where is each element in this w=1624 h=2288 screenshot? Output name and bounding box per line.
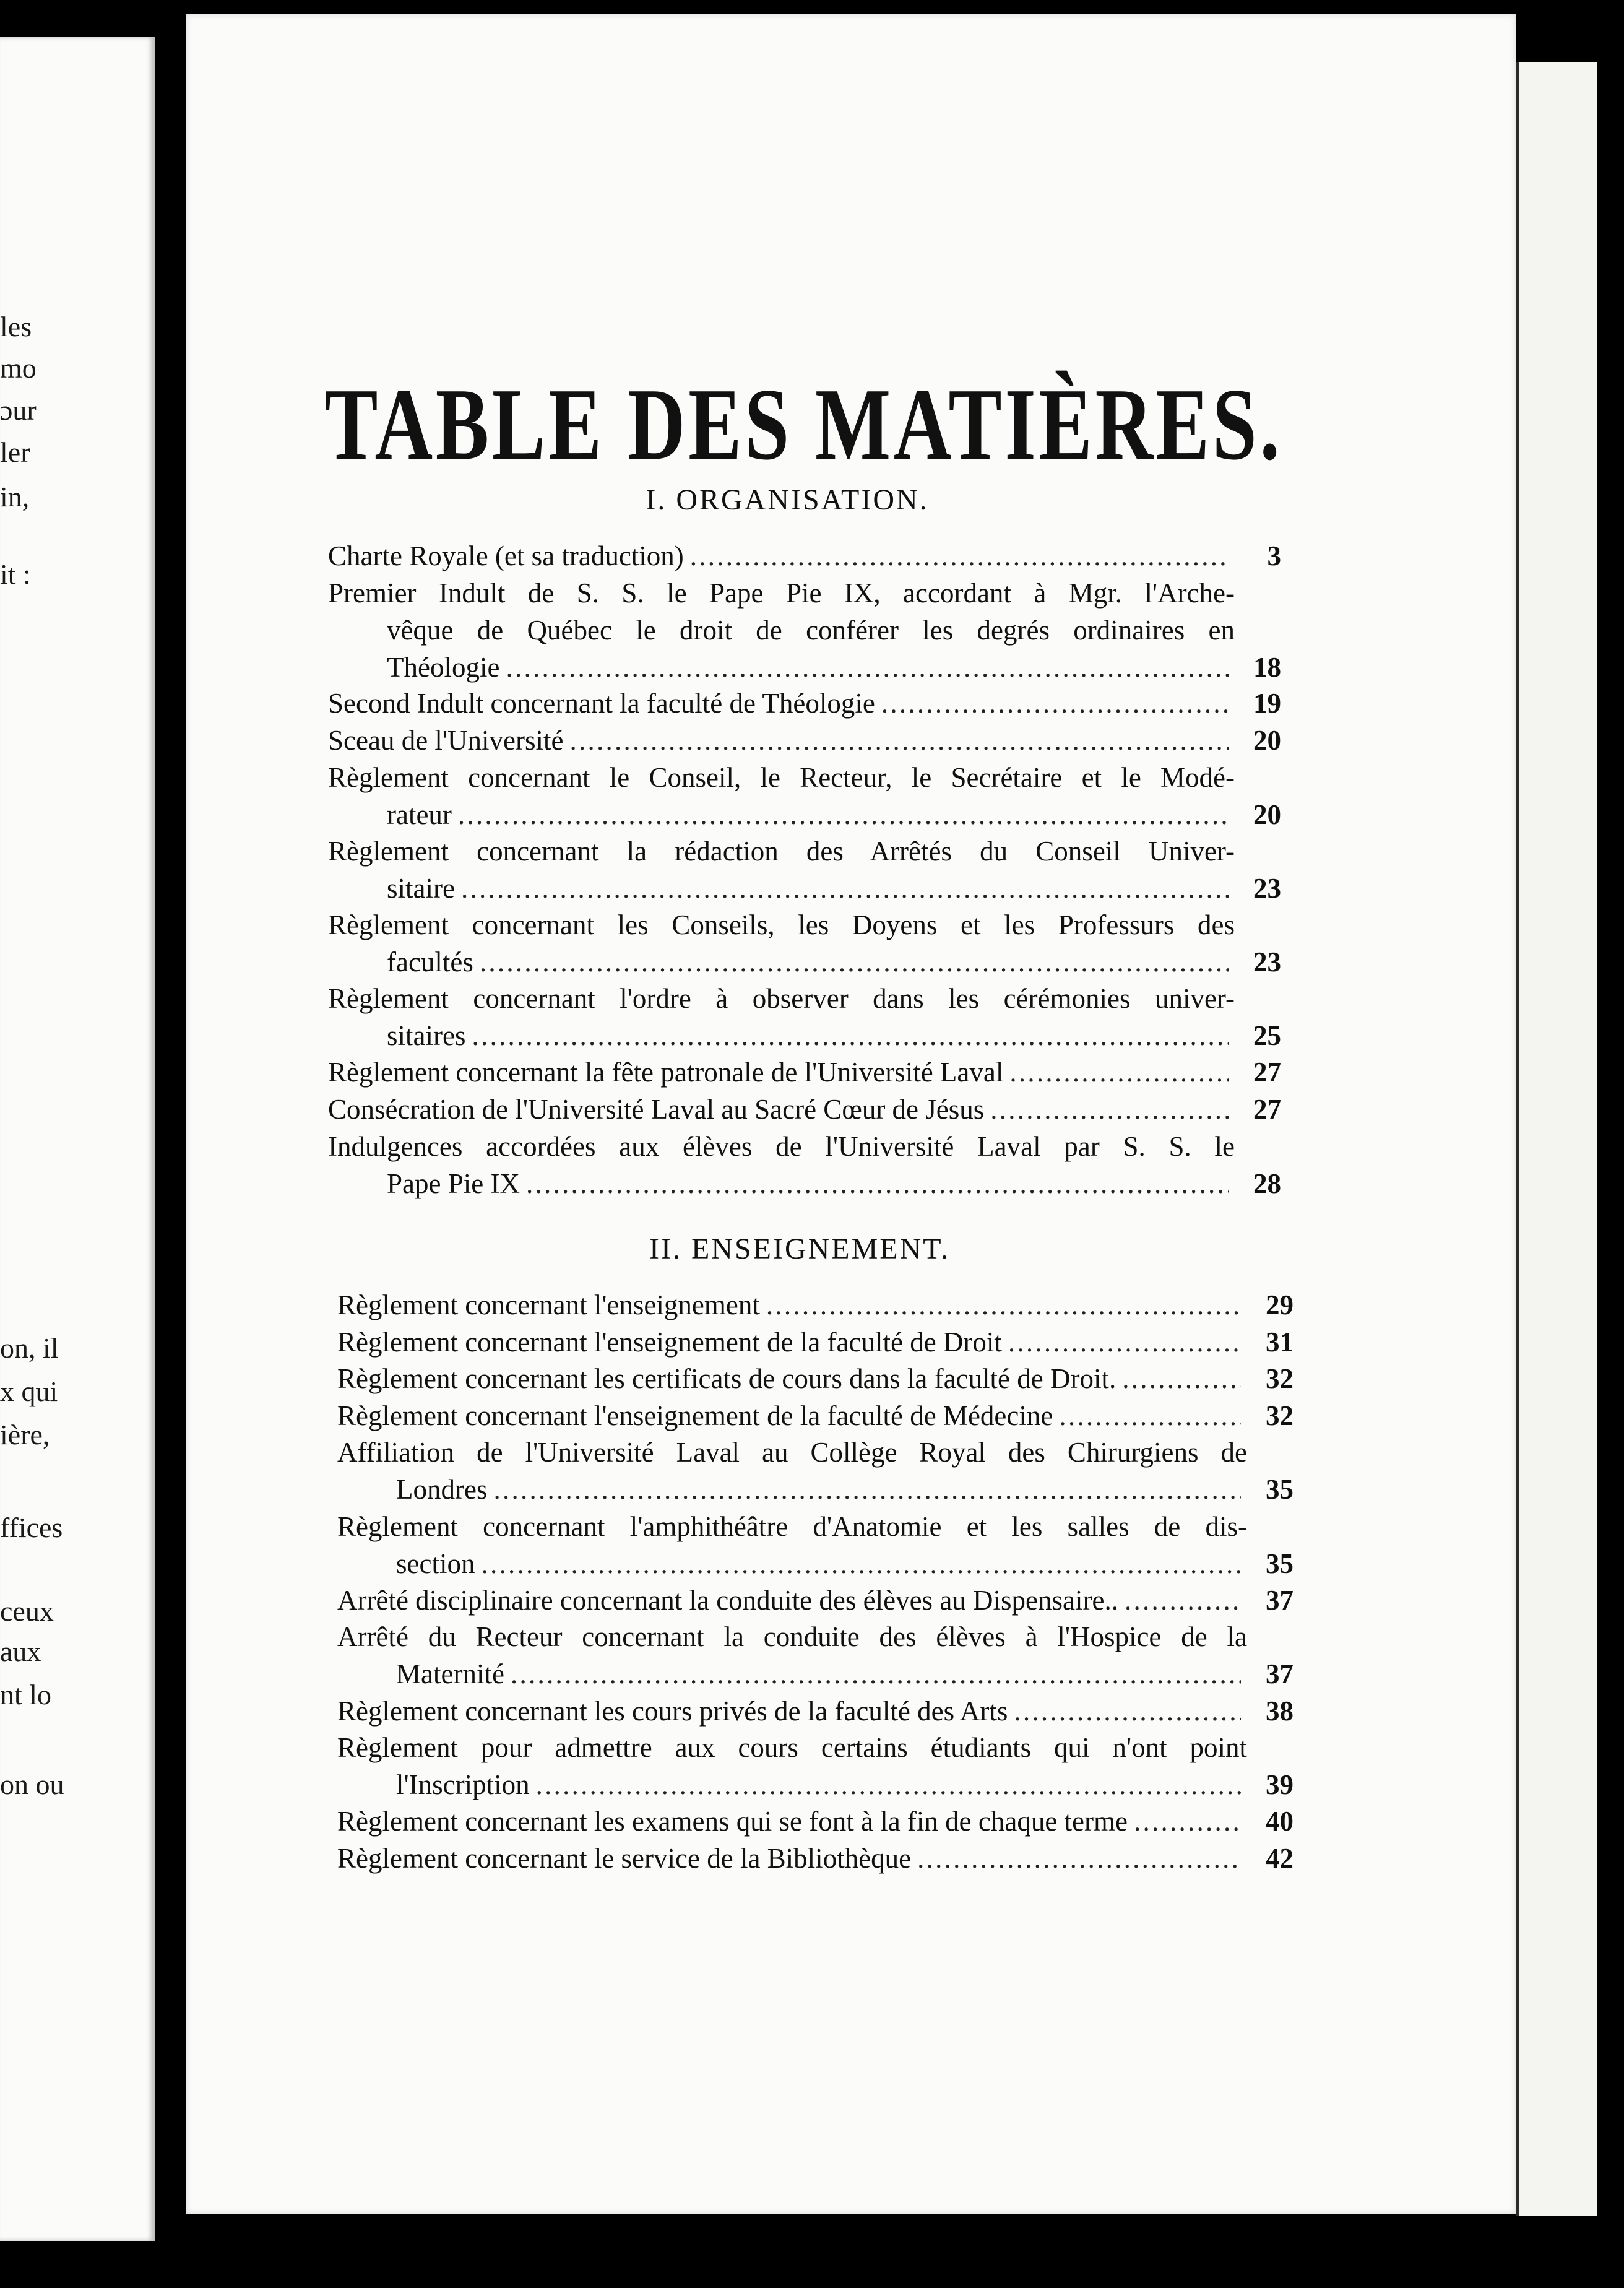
- toc-entry: [328, 906, 1281, 981]
- toc-entry-text: facultés: [387, 947, 473, 977]
- left-page-text-fragment: on ou: [0, 1769, 64, 1800]
- toc-entry-text: Règlement concernant les cours privés de la faculté des Arts: [337, 1695, 1008, 1727]
- toc-entry: [328, 574, 1281, 686]
- toc-entry-text: Londres: [396, 1474, 488, 1506]
- toc-entry-text: Règlement concernant l'enseignement: [337, 1289, 760, 1320]
- toc-entry-text: Arrêté du Recteur concernant la conduite des élèves à l'Hospice de la: [337, 1621, 1247, 1653]
- page-number: 27: [1253, 1057, 1281, 1088]
- left-page-text-fragment: ler: [0, 436, 30, 468]
- toc-entry-text: sitaire: [387, 872, 455, 904]
- toc-entry-text: Premier Indult de S. S. le Pape Pie IX, accordant à Mgr. l'Arche-: [328, 577, 1235, 609]
- page-number: 38: [1266, 1695, 1294, 1727]
- toc-entry-text: Sceau de l'Université: [328, 725, 564, 756]
- dot-leader: [766, 1286, 1241, 1324]
- toc-entry-text: Règlement concernant les certificats de cours dans la faculté de Droit.: [337, 1363, 1116, 1395]
- left-page-text-fragment: ceux: [0, 1595, 54, 1627]
- left-page-text-fragment: on, il: [0, 1332, 59, 1364]
- toc-entry-text: Règlement concernant les examens qui se font à la fin de chaque terme: [337, 1806, 1128, 1837]
- left-page-text-fragment: ɔur: [0, 394, 37, 426]
- page-number: 35: [1266, 1474, 1294, 1506]
- left-page-text-fragment: in,: [0, 481, 30, 513]
- dot-leader: [569, 722, 1229, 759]
- toc-entry: [337, 1692, 1294, 1730]
- toc-entry-text: Règlement concernant les Conseils, les Doyens et les Professurs des: [328, 909, 1235, 940]
- page-number: 29: [1266, 1289, 1294, 1320]
- toc-entry: [337, 1729, 1294, 1803]
- toc-entry-text: vêque de Québec le droit de conférer les degrés ordinaires en: [387, 614, 1235, 646]
- toc-entry-text: section: [396, 1548, 475, 1579]
- dot-leader: [472, 1017, 1229, 1054]
- toc-entry-text: l'Inscription: [396, 1769, 530, 1801]
- toc-entry: [337, 1397, 1294, 1434]
- page-number: 31: [1266, 1326, 1294, 1358]
- dot-leader: [526, 1165, 1229, 1202]
- toc-entry-text: Théologie: [387, 651, 500, 683]
- toc-entry: [337, 1803, 1294, 1840]
- page-number: 40: [1266, 1806, 1294, 1837]
- dot-leader: [881, 685, 1229, 722]
- page-title: TABLE DES MATIÈRES.: [324, 367, 1283, 481]
- toc-entry: [337, 1582, 1294, 1619]
- page-number: 20: [1253, 799, 1281, 830]
- dot-leader: [461, 870, 1229, 907]
- toc-entry-text: Charte Royale (et sa traduction): [328, 540, 684, 571]
- toc-entry: [337, 1286, 1294, 1324]
- page-number: 42: [1266, 1843, 1294, 1874]
- page-number: 37: [1266, 1584, 1294, 1616]
- page-number: 19: [1253, 688, 1281, 719]
- page-number: 18: [1253, 651, 1281, 683]
- dot-leader: [480, 943, 1229, 981]
- dot-leader: [1125, 1582, 1241, 1619]
- page-number: 28: [1253, 1168, 1281, 1199]
- section-heading: II. ENSEIGNEMENT.: [649, 1233, 951, 1265]
- left-page-text-fragment: ière,: [0, 1419, 50, 1450]
- toc-entry: [328, 722, 1281, 759]
- page-number: 32: [1266, 1363, 1294, 1395]
- left-page-text-fragment: it :: [0, 558, 31, 590]
- dot-leader: [990, 1091, 1229, 1128]
- toc-entry-text: Consécration de l'Université Laval au Sacré Cœur de Jésus: [328, 1094, 985, 1125]
- page-number: 3: [1267, 540, 1281, 571]
- page-number: 39: [1266, 1769, 1294, 1801]
- toc-entry-text: Second Indult concernant la faculté de Théologie: [328, 688, 875, 719]
- toc-entry: [337, 1618, 1294, 1692]
- dot-leader: [1009, 1054, 1229, 1091]
- toc-entry: [328, 1054, 1281, 1091]
- toc-entry-text: sitaires: [387, 1020, 466, 1052]
- toc-entry-text: Règlement pour admettre aux cours certains étudiants qui n'ont point: [337, 1732, 1247, 1764]
- page-number: 35: [1266, 1548, 1294, 1579]
- page-number: 23: [1253, 947, 1281, 977]
- toc-entry: [328, 1128, 1281, 1202]
- toc-entry: [328, 980, 1281, 1054]
- left-page-text-fragment: aux: [0, 1636, 41, 1667]
- toc-entry-text: Règlement concernant le service de la Bibliothèque: [337, 1843, 912, 1874]
- dot-leader: [1014, 1692, 1241, 1730]
- toc-entry-text: Règlement concernant l'enseignement de la faculté de Droit: [337, 1326, 1002, 1358]
- toc-entry-text: Pape Pie IX: [387, 1168, 520, 1199]
- toc-entry: [337, 1508, 1294, 1582]
- page-number: 25: [1253, 1020, 1281, 1052]
- toc-entry-text: Affiliation de l'Université Laval au Collège Royal des Chirurgiens de: [337, 1437, 1247, 1468]
- facing-page-left: [0, 37, 155, 2241]
- toc-entry-text: Règlement concernant l'enseignement de la faculté de Médecine: [337, 1400, 1053, 1431]
- toc-entry-text: Règlement concernant l'ordre à observer dans les cérémonies univer-: [328, 983, 1235, 1015]
- dot-leader: [536, 1766, 1241, 1803]
- page-number: 27: [1253, 1094, 1281, 1125]
- toc-entry: [328, 1091, 1281, 1128]
- dot-leader: [1122, 1360, 1241, 1397]
- dot-leader: [917, 1840, 1241, 1877]
- dot-leader: [511, 1655, 1241, 1692]
- dot-leader: [458, 796, 1229, 833]
- dot-leader: [493, 1471, 1241, 1508]
- toc-entry-text: Règlement concernant la fête patronale de l'Université Laval: [328, 1057, 1004, 1088]
- section-heading: I. ORGANISATION.: [646, 483, 929, 516]
- toc-entry-text: Indulgences accordées aux élèves de l'Université Laval par S. S. le: [328, 1130, 1235, 1162]
- dot-leader: [481, 1545, 1241, 1582]
- dot-leader: [1059, 1397, 1241, 1434]
- page-edge-right: [1516, 62, 1597, 2216]
- toc-entry: [337, 1324, 1294, 1361]
- toc-entry-text: Règlement concernant l'amphithéâtre d'Anatomie et les salles de dis-: [337, 1510, 1247, 1542]
- toc-entry: [328, 537, 1281, 574]
- toc-entry-text: Maternité: [396, 1658, 504, 1690]
- toc-entry-text: Règlement concernant la rédaction des Arrêtés du Conseil Univer-: [328, 835, 1235, 867]
- left-page-text-fragment: mo: [0, 352, 37, 384]
- toc-entry: [337, 1360, 1294, 1397]
- dot-leader: [1134, 1803, 1241, 1840]
- toc-entry-text: Arrêté disciplinaire concernant la conduite des élèves au Dispensaire..: [337, 1584, 1118, 1616]
- left-page-text-fragment: x qui: [0, 1376, 58, 1407]
- page-number: 20: [1253, 725, 1281, 756]
- toc-entry: [328, 685, 1281, 722]
- toc-entry-text: Règlement concernant le Conseil, le Recteur, le Secrétaire et le Modé-: [328, 761, 1235, 793]
- toc-entry: [328, 833, 1281, 907]
- page-number: 37: [1266, 1658, 1294, 1690]
- toc-entry-text: rateur: [387, 799, 452, 830]
- left-page-text-fragment: les: [0, 311, 32, 342]
- toc-entry: [337, 1434, 1294, 1508]
- toc-entry: [328, 759, 1281, 833]
- left-page-text-fragment: nt lo: [0, 1679, 52, 1710]
- page-number: 23: [1253, 872, 1281, 904]
- dot-leader: [1008, 1324, 1241, 1361]
- left-page-text-fragment: ffices: [0, 1512, 63, 1543]
- toc-entry: [337, 1840, 1294, 1877]
- dot-leader: [506, 649, 1229, 686]
- page-number: 32: [1266, 1400, 1294, 1431]
- dot-leader: [690, 537, 1229, 574]
